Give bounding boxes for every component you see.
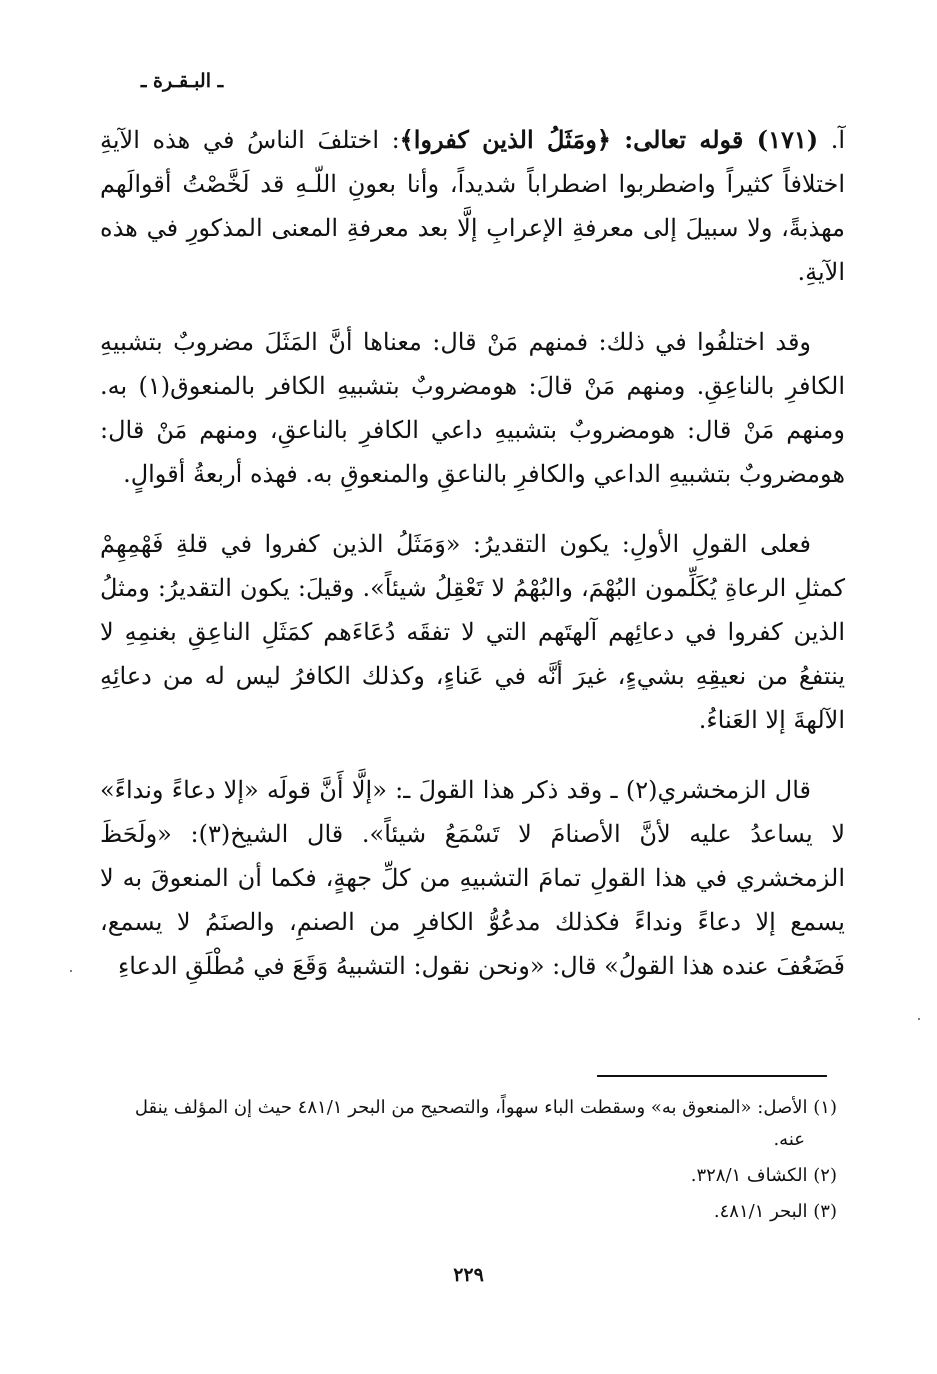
paragraph-first-opinion: فعلى القولِ الأولِ: يكون التقديرُ: «وَمَثَلُ الذين كفروا في قلةِ فَهْمِهِمْ كمثلِ الرعاةِ يُكَلِّمون البُهْمَ، والبُهْمُ لا تَعْقِلُ شيئاً». وقيلَ: يكون التقديرُ: ومثلُ الذين كفروا في دعائِهم آلهتَهم التي لا تفقَه دُعَاءَهم كمَثَلِ الناعِقِ بغنمِهِ لا ينتفعُ من نعيقِهِ بشيءٍ، غيرَ أنَّه في عَناءٍ، وكذلك الكافرُ ليس له من دعائِهِ الآلهةَ إلا العَناءُ.	[100, 530, 845, 734]
footnote-3: (٣) البحر ٤٨١/١.	[713, 1201, 837, 1222]
paragraph-verse-171	[100, 118, 845, 294]
verse-prefix: آ.	[818, 126, 845, 154]
running-head: ـ البـقـرة ـ	[140, 70, 224, 92]
paragraph-zamakhshari: قال الزمخشري(٢) ـ وقد ذكر هذا القولَ ـ: «إلَّا أَنَّ قولَه «إلا دعاءً ونداءً» لا يساعدُ عليه لأنَّ الأصنامَ لا تَسْمَعُ شيئاً». قال الشيخ(٣): «ولَحَظَ الزمخشري في هذا القولِ تمامَ التشبيهِ من كلِّ جهةٍ، فكما أن المنعوقَ به لا يسمع إلا دعاءً ونداءً فكذلك مدعُوُّ الكافرِ من الصنمِ، والصنَمُ لا يسمع، فَضَعُفَ عنده هذا القولُ» قال: «ونحن نقول: التشبيهُ وَقَعَ في مُطْلَقِ الدعاءِ	[100, 776, 845, 980]
footnote-separator	[597, 1075, 827, 1077]
paragraph-text: : اختلفَ الناسُ في هذه الآيةِ اختلافاً كثيراً واضطربوا اضطراباً شديداً، وأنا بعونِ اللّـهِ قد لَخَّصْتُ أقوالَهم مهذبةً، ولا سبيلَ إلى معرفةِ الإعرابِ إلَّا بعد معرفةِ المعنى المذكورِ في هذه الآيةِ.	[100, 126, 845, 286]
paragraph-opinions: وقد اختلفُوا في ذلك: فمنهم مَنْ قال: معناها أنَّ المَثَلَ مضروبٌ بتشبيهِ الكافرِ بالناعِقِ. ومنهم مَنْ قالَ: هومضروبٌ بتشبيهِ الكافر بالمنعوق(١) به. ومنهم مَنْ قال: هومضروبٌ بتشبيهِ داعي الكافرِ بالناعقِ، ومنهم مَنْ قال: هومضروبٌ بتشبيهِ الداعي والكافرِ بالناعقِ والمنعوقِ به. فهذه أربعةُ أقوالٍ.	[100, 328, 845, 488]
verse-label: (١٧١) قوله تعالى:	[610, 125, 819, 154]
main-text	[100, 118, 845, 1014]
footnote-1: (١) الأصل: «المنعوق به» وسقطت الباء سهواً، والتصحيح من البحر ٤٨١/١ حيث إن المؤلف ينقل عنه.	[134, 1097, 837, 1150]
scan-speck	[918, 1018, 920, 1020]
verse-quote: ﴿ومَثَلُ الذين كفروا﴾	[399, 125, 611, 154]
footnotes	[101, 1092, 837, 1232]
scan-speck	[70, 970, 72, 972]
footnote-2: (٢) الكشاف ٣٢٨/١.	[690, 1165, 837, 1186]
page-number: ٢٢٩	[453, 1264, 484, 1286]
